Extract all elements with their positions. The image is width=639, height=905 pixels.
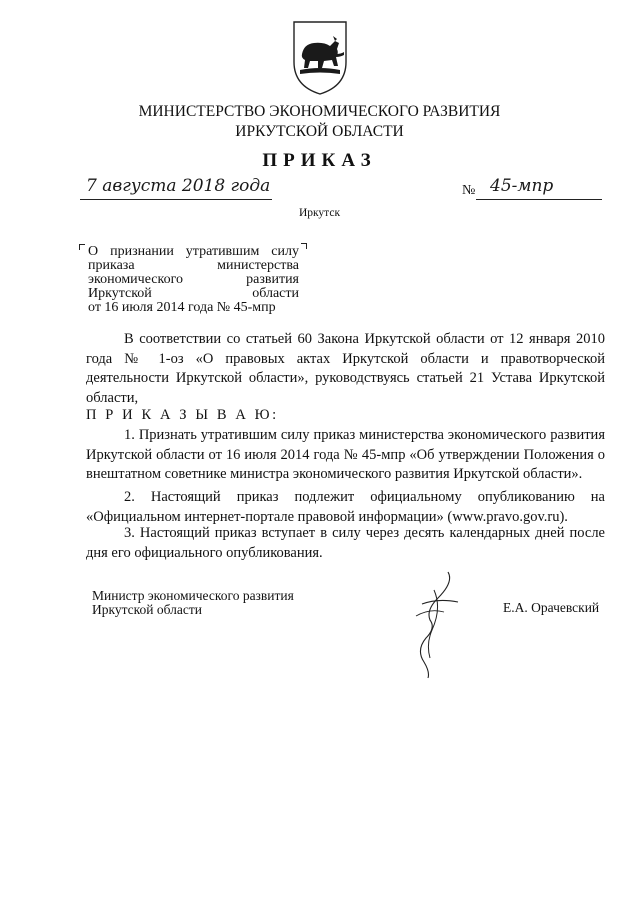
number-underline <box>476 199 602 200</box>
item-3-block <box>86 524 605 563</box>
subject-line: приказа министерства <box>88 258 299 273</box>
document-type: ПРИКАЗ <box>262 150 377 171</box>
subject-line: О признании утратившим силу <box>88 244 299 259</box>
signer-title <box>92 589 294 617</box>
ministry-title <box>0 102 639 142</box>
city: Иркутск <box>298 207 341 219</box>
order-item-1: 1. Признать утратившим силу приказ министерства экономического развития Иркутской области от 16 июля 2014 года № 45-мпр «Об утверждении Положения о внештатном советнике министра экономического развития Иркутской области». <box>86 427 605 482</box>
order-word: П Р И К А З Ы В А Ю: <box>86 407 279 423</box>
handwritten-signature-icon <box>408 568 466 680</box>
date-underline <box>80 199 272 200</box>
preamble-block <box>86 330 605 408</box>
signer-title-line1: Министр экономического развития <box>92 588 294 603</box>
document-number: 45-мпр <box>490 176 554 196</box>
subject-bracket-right <box>301 243 307 249</box>
subject-line: от 16 июля 2014 года № 45-мпр <box>88 300 276 315</box>
item-1-block <box>86 426 605 485</box>
coat-of-arms-icon <box>286 16 354 96</box>
ministry-title-line1: МИНИСТЕРСТВО ЭКОНОМИЧЕСКОГО РАЗВИТИЯ <box>138 103 501 120</box>
signer-title-line2: Иркутской области <box>92 602 203 617</box>
order-item-2: 2. Настоящий приказ подлежит официальному опубликованию на «Официальном интернет-портале правовой информации» (www.pravo.gov.ru). <box>86 489 605 525</box>
subject-block <box>88 245 299 315</box>
signer-name: Е.А. Орачевский <box>503 600 600 615</box>
subject-line: Иркутской области <box>88 286 299 301</box>
preamble-paragraph: В соответствии со статьей 60 Закона Иркутской области от 12 января 2010 года № 1-оз «О правовых актах Иркутской области и правотворческой деятельности Иркутской области», руководствуясь статьей 21 Устава Иркутской области, <box>86 331 605 406</box>
subject-bracket-left <box>79 244 85 250</box>
subject-line: экономического развития <box>88 272 299 287</box>
ministry-title-line2: ИРКУТСКОЙ ОБЛАСТИ <box>235 123 404 140</box>
number-sign: № <box>462 183 476 198</box>
item-2-block <box>86 488 605 527</box>
order-item-3: 3. Настоящий приказ вступает в силу через десять календарных дней после дня его официального опубликования. <box>86 525 605 561</box>
document-date: 7 августа 2018 года <box>86 176 271 196</box>
